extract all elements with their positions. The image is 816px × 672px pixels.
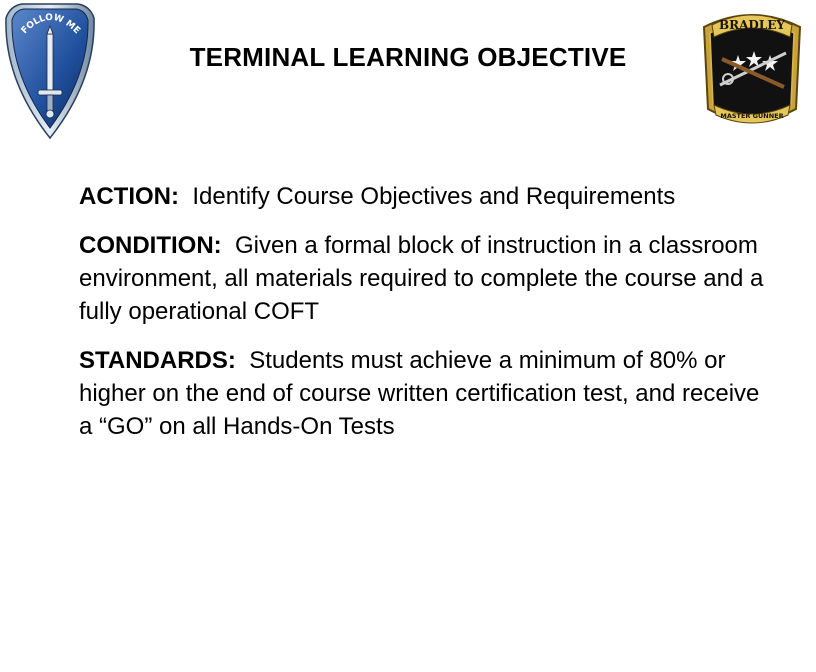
- standards-label: STANDARDS:: [79, 347, 236, 374]
- condition-label: CONDITION:: [79, 232, 222, 259]
- standards-paragraph: [79, 344, 769, 443]
- condition-paragraph: [79, 229, 769, 328]
- crest-motto: FOLLOW ME: [19, 12, 82, 37]
- objective-body: [79, 180, 769, 459]
- slide-title: TERMINAL LEARNING OBJECTIVE: [189, 42, 627, 72]
- action-label: ACTION:: [79, 183, 179, 210]
- action-text: Identify Course Objectives and Requirements: [192, 183, 676, 210]
- patch-bottom-text: MASTER GUNNER: [720, 112, 784, 120]
- standards-text: Students must achieve a minimum of 80% or higher on the end of course written certification test, and receive a “GO” on all Hands-On Tests: [79, 347, 760, 440]
- condition-text: Given a formal block of instruction in a classroom environment, all materials required to complete the course and a fully operational COFT: [79, 232, 764, 325]
- action-paragraph: [79, 180, 769, 213]
- patch-top-text: BRADLEY: [719, 18, 785, 32]
